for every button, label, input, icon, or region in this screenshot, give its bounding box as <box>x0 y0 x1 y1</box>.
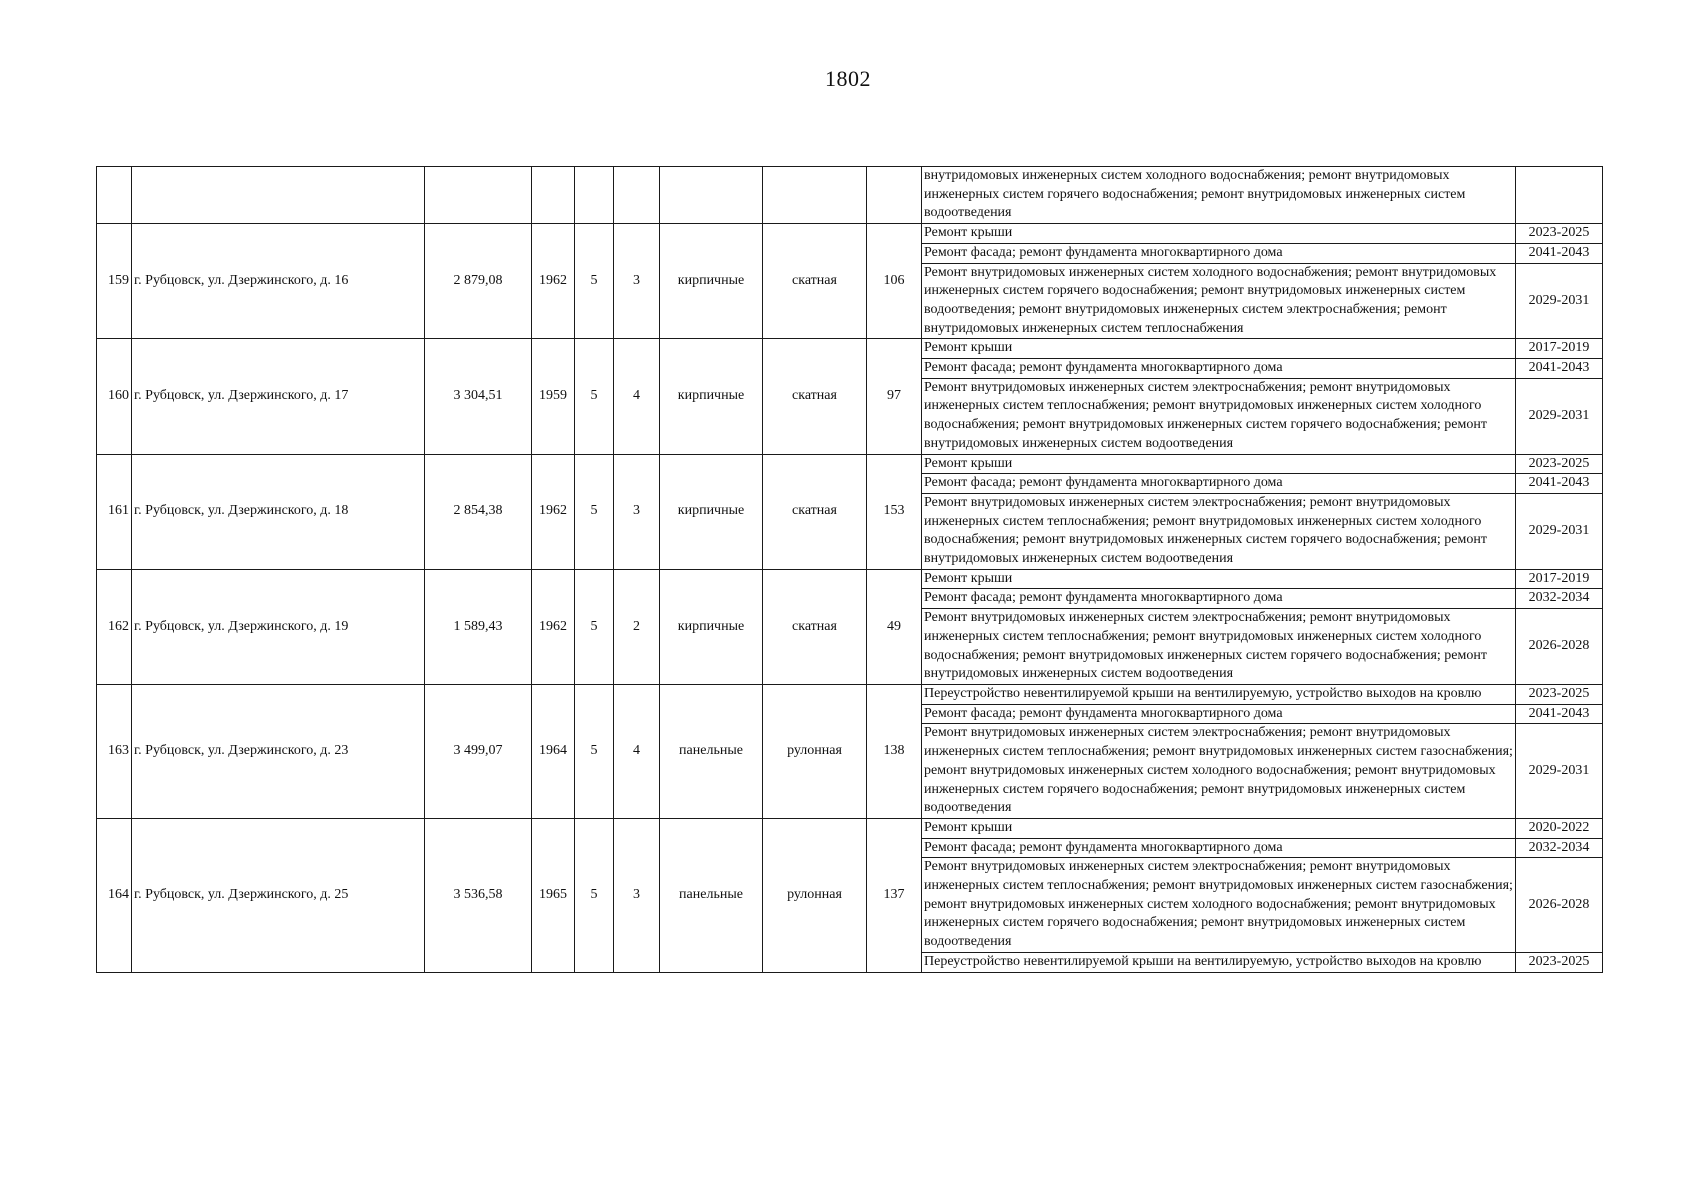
resident-count: 49 <box>867 569 922 684</box>
work-description: Ремонт внутридомовых инженерных систем холодного водоснабжения; ремонт внутридомовых инженерных систем горячего водоснабжения; ремонт внутридомовых инженерных систем водоотведения; ремонт внутридомовых инженерных систем электроснабжения; ремонт внутридомовых инженерных систем теплоснабжения <box>922 263 1516 339</box>
work-period: 2029-2031 <box>1516 378 1603 454</box>
work-period: 2041-2043 <box>1516 243 1603 263</box>
work-period: 2020-2022 <box>1516 818 1603 838</box>
total-area: 2 854,38 <box>425 454 532 569</box>
work-period: 2032-2034 <box>1516 838 1603 858</box>
total-area: 3 499,07 <box>425 684 532 818</box>
table-row <box>97 818 1603 838</box>
address: г. Рубцовск, ул. Дзержинского, д. 17 <box>132 339 425 454</box>
entrance-count: 3 <box>614 454 660 569</box>
resident-count: 97 <box>867 339 922 454</box>
work-description: Ремонт внутридомовых инженерных систем электроснабжения; ремонт внутридомовых инженерных систем теплоснабжения; ремонт внутридомовых инженерных систем газоснабжения; ремонт внутридомовых инженерных систем холодного водоснабжения; ремонт внутридомовых инженерных систем горячего водоснабжения; ремонт внутридомовых инженерных систем водоотведения <box>922 724 1516 819</box>
row-number: 160 <box>97 339 132 454</box>
work-description: Ремонт крыши <box>922 339 1516 359</box>
resident-count: 106 <box>867 224 922 339</box>
work-period: 2023-2025 <box>1516 224 1603 244</box>
build-year: 1964 <box>532 684 575 818</box>
build-year: 1962 <box>532 569 575 684</box>
work-description: Ремонт крыши <box>922 818 1516 838</box>
table-row <box>97 454 1603 474</box>
total-area: 3 536,58 <box>425 818 532 972</box>
resident-count: 137 <box>867 818 922 972</box>
total-area: 1 589,43 <box>425 569 532 684</box>
work-description: Ремонт фасада; ремонт фундамента многоквартирного дома <box>922 359 1516 379</box>
cell-blank <box>763 167 867 224</box>
work-period: 2029-2031 <box>1516 493 1603 569</box>
work-description: Ремонт крыши <box>922 569 1516 589</box>
cell-blank <box>532 167 575 224</box>
resident-count: 153 <box>867 454 922 569</box>
work-period <box>1516 167 1603 224</box>
cell-blank <box>614 167 660 224</box>
table-row <box>97 684 1603 704</box>
work-period: 2041-2043 <box>1516 704 1603 724</box>
page-number: 1802 <box>825 66 871 91</box>
entrance-count: 3 <box>614 224 660 339</box>
work-description: Ремонт фасада; ремонт фундамента многоквартирного дома <box>922 589 1516 609</box>
work-period: 2029-2031 <box>1516 263 1603 339</box>
work-period: 2032-2034 <box>1516 589 1603 609</box>
roof-type: скатная <box>763 339 867 454</box>
row-number: 162 <box>97 569 132 684</box>
address: г. Рубцовск, ул. Дзержинского, д. 16 <box>132 224 425 339</box>
table-row <box>97 224 1603 244</box>
work-description: Ремонт крыши <box>922 454 1516 474</box>
wall-material: кирпичные <box>660 339 763 454</box>
total-area: 3 304,51 <box>425 339 532 454</box>
wall-material: кирпичные <box>660 224 763 339</box>
roof-type: скатная <box>763 454 867 569</box>
work-description: внутридомовых инженерных систем холодного водоснабжения; ремонт внутридомовых инженерных систем горячего водоснабжения; ремонт внутридомовых инженерных систем водоотведения <box>922 167 1516 224</box>
row-number: 159 <box>97 224 132 339</box>
row-number: 164 <box>97 818 132 972</box>
work-description: Ремонт внутридомовых инженерных систем электроснабжения; ремонт внутридомовых инженерных систем теплоснабжения; ремонт внутридомовых инженерных систем холодного водоснабжения; ремонт внутридомовых инженерных систем горячего водоснабжения; ремонт внутридомовых инженерных систем водоотведения <box>922 609 1516 685</box>
floor-count: 5 <box>575 569 614 684</box>
work-period: 2023-2025 <box>1516 684 1603 704</box>
resident-count: 138 <box>867 684 922 818</box>
cell-blank <box>867 167 922 224</box>
work-description: Ремонт внутридомовых инженерных систем электроснабжения; ремонт внутридомовых инженерных систем теплоснабжения; ремонт внутридомовых инженерных систем холодного водоснабжения; ремонт внутридомовых инженерных систем горячего водоснабжения; ремонт внутридомовых инженерных систем водоотведения <box>922 378 1516 454</box>
work-period: 2041-2043 <box>1516 359 1603 379</box>
work-description: Ремонт фасада; ремонт фундамента многоквартирного дома <box>922 474 1516 494</box>
work-description: Ремонт фасада; ремонт фундамента многоквартирного дома <box>922 704 1516 724</box>
cell-blank <box>575 167 614 224</box>
cell-blank <box>660 167 763 224</box>
total-area: 2 879,08 <box>425 224 532 339</box>
floor-count: 5 <box>575 339 614 454</box>
work-description: Переустройство невентилируемой крыши на вентилируемую, устройство выходов на кровлю <box>922 684 1516 704</box>
continuation-row <box>97 167 1603 224</box>
cell-blank <box>97 167 132 224</box>
build-year: 1959 <box>532 339 575 454</box>
work-description: Ремонт фасада; ремонт фундамента многоквартирного дома <box>922 838 1516 858</box>
work-period: 2017-2019 <box>1516 339 1603 359</box>
work-period: 2041-2043 <box>1516 474 1603 494</box>
address: г. Рубцовск, ул. Дзержинского, д. 19 <box>132 569 425 684</box>
work-period: 2023-2025 <box>1516 454 1603 474</box>
work-period: 2017-2019 <box>1516 569 1603 589</box>
wall-material: кирпичные <box>660 454 763 569</box>
cell-blank <box>425 167 532 224</box>
row-number: 161 <box>97 454 132 569</box>
work-description: Ремонт крыши <box>922 224 1516 244</box>
address: г. Рубцовск, ул. Дзержинского, д. 25 <box>132 818 425 972</box>
housing-repair-table <box>96 166 1603 973</box>
work-description: Ремонт фасада; ремонт фундамента многоквартирного дома <box>922 243 1516 263</box>
roof-type: скатная <box>763 569 867 684</box>
work-description: Ремонт внутридомовых инженерных систем электроснабжения; ремонт внутридомовых инженерных систем теплоснабжения; ремонт внутридомовых инженерных систем газоснабжения; ремонт внутридомовых инженерных систем холодного водоснабжения; ремонт внутридомовых инженерных систем горячего водоснабжения; ремонт внутридомовых инженерных систем водоотведения <box>922 858 1516 953</box>
floor-count: 5 <box>575 818 614 972</box>
wall-material: панельные <box>660 818 763 972</box>
roof-type: скатная <box>763 224 867 339</box>
roof-type: рулонная <box>763 684 867 818</box>
build-year: 1962 <box>532 454 575 569</box>
row-number: 163 <box>97 684 132 818</box>
work-description: Переустройство невентилируемой крыши на вентилируемую, устройство выходов на кровлю <box>922 952 1516 972</box>
work-period: 2029-2031 <box>1516 724 1603 819</box>
address: г. Рубцовск, ул. Дзержинского, д. 18 <box>132 454 425 569</box>
cell-blank <box>132 167 425 224</box>
table-row <box>97 339 1603 359</box>
build-year: 1962 <box>532 224 575 339</box>
floor-count: 5 <box>575 224 614 339</box>
entrance-count: 4 <box>614 684 660 818</box>
floor-count: 5 <box>575 454 614 569</box>
work-period: 2026-2028 <box>1516 858 1603 953</box>
entrance-count: 2 <box>614 569 660 684</box>
entrance-count: 4 <box>614 339 660 454</box>
work-period: 2023-2025 <box>1516 952 1603 972</box>
address: г. Рубцовск, ул. Дзержинского, д. 23 <box>132 684 425 818</box>
wall-material: кирпичные <box>660 569 763 684</box>
roof-type: рулонная <box>763 818 867 972</box>
table-row <box>97 569 1603 589</box>
build-year: 1965 <box>532 818 575 972</box>
work-description: Ремонт внутридомовых инженерных систем электроснабжения; ремонт внутридомовых инженерных систем теплоснабжения; ремонт внутридомовых инженерных систем холодного водоснабжения; ремонт внутридомовых инженерных систем горячего водоснабжения; ремонт внутридомовых инженерных систем водоотведения <box>922 493 1516 569</box>
work-period: 2026-2028 <box>1516 609 1603 685</box>
entrance-count: 3 <box>614 818 660 972</box>
wall-material: панельные <box>660 684 763 818</box>
floor-count: 5 <box>575 684 614 818</box>
